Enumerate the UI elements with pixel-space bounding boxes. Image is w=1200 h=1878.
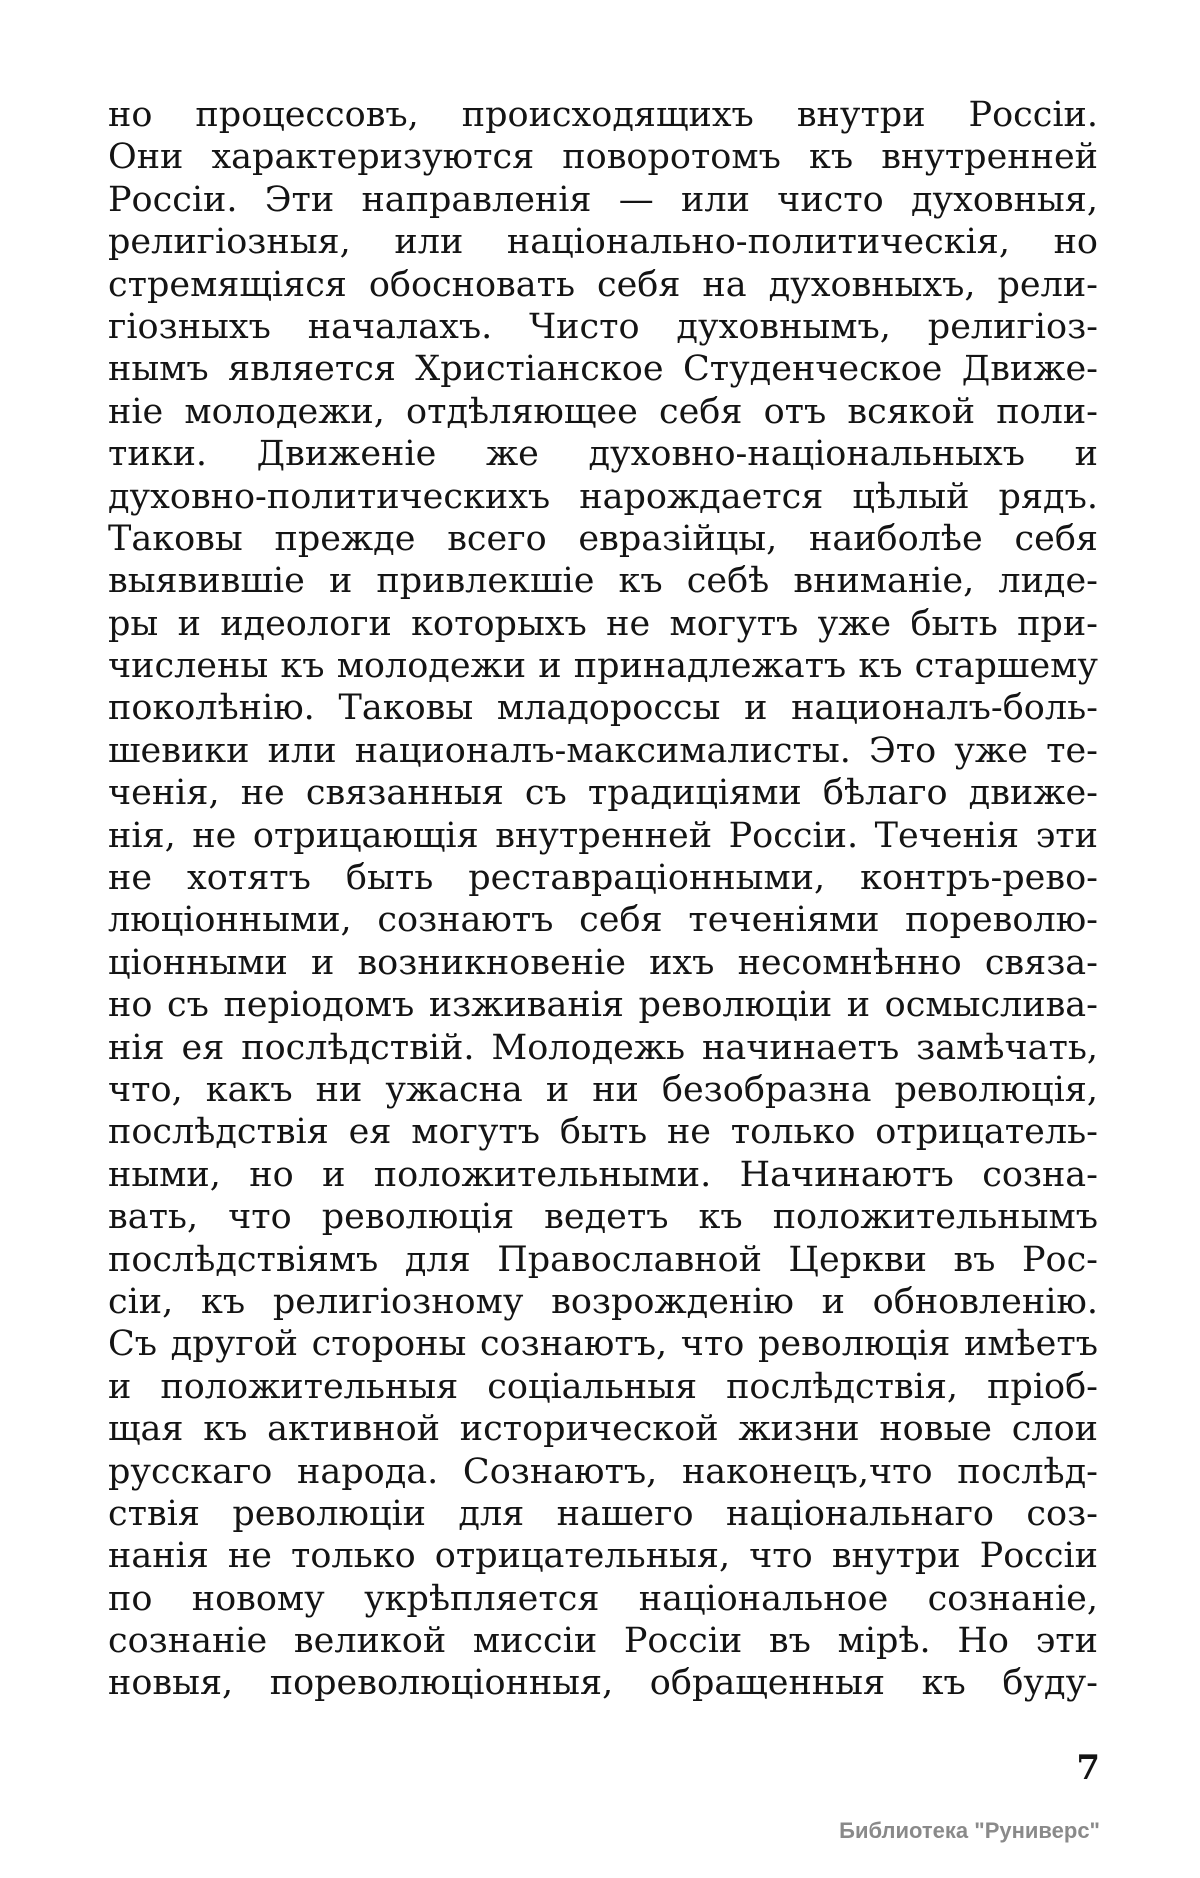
text-line: ными, но и положительными. Начинаютъ созна- [108, 1154, 1098, 1195]
text-line: Съ другой стороны сознаютъ, что революція имѣетъ [108, 1324, 1098, 1365]
text-line: что, какъ ни ужасна и ни безобразна революція, [108, 1069, 1098, 1110]
text-line: сознаніе великой миссіи Россіи въ мірѣ. Но эти [108, 1621, 1098, 1662]
text-line: ніе молодежи, отдѣляющее себя отъ всякой поли- [108, 391, 1098, 432]
text-line: шевики или националъ-максималисты. Это уже те- [108, 730, 1098, 771]
text-line: послѣдствія ея могутъ быть не только отрицатель- [108, 1112, 1098, 1153]
library-watermark: Библиотека "Руниверс" [839, 1818, 1100, 1843]
text-line: религіозныя, или національно-политическія, но [108, 222, 1098, 263]
text-line: нія ея послѣдствій. Молодежь начинаетъ замѣчать, [108, 1027, 1098, 1068]
text-line: по новому укрѣпляется національное сознаніе, [108, 1578, 1098, 1619]
text-line: но процессовъ, происходящихъ внутри Россіи. [108, 95, 1098, 135]
body-text [108, 94, 1098, 1705]
page-number: 7 [1076, 1748, 1100, 1788]
text-line: нанія не только отрицательныя, что внутри Россіи [108, 1536, 1098, 1577]
text-line: Таковы прежде всего евразійцы, наиболѣе себя [108, 518, 1098, 559]
text-line: выявившіе и привлекшіе къ себѣ вниманіе, лиде- [108, 561, 1098, 602]
text-line: ры и идеологи которыхъ не могутъ уже быть при- [108, 603, 1098, 644]
text-line: щая къ активной исторической жизни новые слои [108, 1409, 1098, 1450]
text-line: поколѣнію. Таковы младороссы и националъ-боль- [108, 688, 1098, 729]
text-line: числены къ молодежи и принадлежатъ къ старшему [108, 646, 1098, 687]
text-line: духовно-политическихъ нарождается цѣлый рядъ. [108, 476, 1098, 517]
text-line: стремящіяся обосновать себя на духовныхъ, рели- [108, 264, 1098, 305]
text-line: нымъ является Христіанское Студенческое Движе- [108, 349, 1098, 390]
text-line: Они характеризуются поворотомъ къ внутренней [108, 137, 1098, 178]
text-line: новыя, пореволюціонныя, обращенныя къ буду- [108, 1663, 1098, 1704]
text-line: не хотятъ быть реставраціонными, контръ-рево- [108, 858, 1098, 899]
text-line: тики. Движеніе же духовно-національныхъ и [108, 434, 1098, 475]
text-line: вать, что революція ведетъ къ положительнымъ [108, 1197, 1098, 1238]
text-line: ченія, не связанныя съ традиціями бѣлаго движе- [108, 773, 1098, 814]
text-line: русскаго народа. Сознаютъ, наконецъ,что послѣд- [108, 1451, 1098, 1492]
text-line: ствія революціи для нашего національнаго соз- [108, 1493, 1098, 1534]
text-line: сіи, къ религіозному возрожденію и обновленію. [108, 1281, 1098, 1322]
text-line: и положительныя соціальныя послѣдствія, пріоб- [108, 1366, 1098, 1407]
text-line: ціонными и возникновеніе ихъ несомнѣнно связа- [108, 942, 1098, 983]
text-line: люціонными, сознаютъ себя теченіями пореволю- [108, 900, 1098, 941]
text-line: но съ періодомъ изживанія революціи и осмыслива- [108, 985, 1098, 1026]
text-line: нія, не отрицающія внутренней Россіи. Теченія эти [108, 815, 1098, 856]
text-line: послѣдствіямъ для Православной Церкви въ Рос- [108, 1239, 1098, 1280]
text-line: Россіи. Эти направленія — или чисто духовныя, [108, 179, 1098, 220]
text-line: гіозныхъ началахъ. Чисто духовнымъ, религіоз- [108, 306, 1098, 347]
